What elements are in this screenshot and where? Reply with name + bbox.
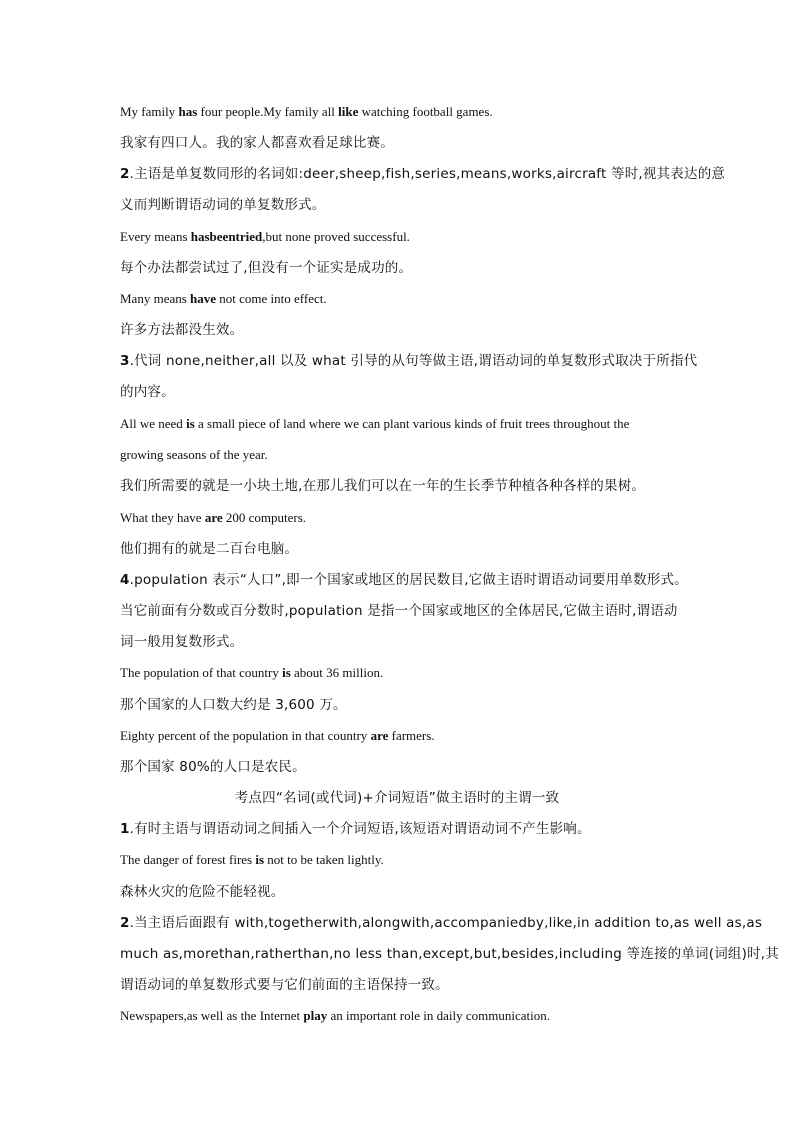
text-segment: 我们所需要的就是一小块土地,在那儿我们可以在一年的生长季节种植各种各样的果树。 bbox=[120, 478, 646, 494]
text-line bbox=[120, 103, 680, 121]
text-segment: not to be taken lightly. bbox=[264, 852, 384, 867]
text-segment: 当它前面有分数或百分数时,population 是指一个国家或地区的全体居民,它做主语时,谓语动 bbox=[120, 603, 678, 619]
bold-keyword: has bbox=[178, 104, 198, 119]
text-line bbox=[120, 477, 680, 495]
text-segment: .代词 none,neither,all 以及 what 引导的从句等做主语,谓语动词的单复数形式取决于所指代 bbox=[129, 353, 698, 369]
bold-keyword: 2 bbox=[120, 166, 130, 182]
text-line bbox=[120, 883, 680, 901]
bold-keyword: 3 bbox=[120, 353, 130, 369]
text-segment: The danger of forest fires bbox=[120, 852, 256, 867]
text-line bbox=[120, 664, 680, 682]
bold-keyword: 1 bbox=[120, 821, 130, 837]
text-segment: not come into effect. bbox=[216, 291, 327, 306]
text-segment: Many means bbox=[120, 291, 191, 306]
text-line bbox=[120, 820, 680, 838]
text-line bbox=[120, 633, 680, 651]
text-line bbox=[120, 602, 680, 620]
text-segment: Newspapers,as well as the Internet bbox=[120, 1008, 304, 1023]
text-line bbox=[120, 228, 680, 246]
text-segment: four people.My family all bbox=[197, 104, 339, 119]
text-segment: 每个办法都尝试过了,但没有一个证实是成功的。 bbox=[120, 260, 413, 276]
text-line bbox=[120, 321, 680, 339]
text-line bbox=[120, 352, 698, 370]
text-segment: .主语是单复数同形的名词如:deer,sheep,fish,series,means,works,aircraft 等时,视其表达的意 bbox=[129, 166, 726, 182]
text-segment: watching football games. bbox=[358, 104, 493, 119]
text-segment: a small piece of land where we can plant various kinds of fruit trees throughout the bbox=[194, 416, 630, 431]
text-line bbox=[120, 134, 680, 152]
text-segment: much as,morethan,ratherthan,no less than,except,but,besides,including 等连接的单词(词组)时,其 bbox=[120, 946, 779, 962]
bold-keyword: is bbox=[186, 416, 195, 431]
text-segment: 许多方法都没生效。 bbox=[120, 322, 244, 338]
text-line bbox=[120, 165, 726, 183]
text-segment: 他们拥有的就是二百台电脑。 bbox=[120, 541, 299, 557]
text-segment: Every means bbox=[120, 229, 191, 244]
text-line bbox=[120, 509, 680, 527]
text-segment: about 36 million. bbox=[290, 665, 384, 680]
text-line bbox=[120, 571, 688, 589]
bold-keyword: are bbox=[370, 728, 389, 743]
bold-keyword: is bbox=[255, 852, 265, 867]
text-segment: 那个国家 80%的人口是农民。 bbox=[120, 759, 306, 775]
text-line bbox=[120, 976, 680, 994]
text-segment: 200 computers. bbox=[222, 510, 307, 525]
text-line bbox=[120, 446, 680, 464]
text-segment: .当主语后面跟有 with,togetherwith,alongwith,accompaniedby,like,in addition to,as well as,as bbox=[129, 915, 763, 931]
text-segment: My family bbox=[120, 104, 179, 119]
text-segment: farmers. bbox=[388, 728, 435, 743]
text-segment: 那个国家的人口数大约是 3,600 万。 bbox=[120, 697, 347, 713]
text-segment: 考点四“名词(或代词)+介词短语”做主语时的主谓一致 bbox=[234, 790, 560, 806]
text-line bbox=[120, 851, 680, 869]
text-segment: 词一般用复数形式。 bbox=[120, 634, 244, 650]
text-segment: .population 表示“人口”,即一个国家或地区的居民数目,它做主语时谓语动词要用单数形式。 bbox=[129, 572, 688, 588]
bold-keyword: 4 bbox=[120, 572, 130, 588]
bold-keyword: is bbox=[282, 665, 291, 680]
text-line bbox=[120, 540, 680, 558]
text-line bbox=[120, 758, 680, 776]
bold-keyword: hasbeentried bbox=[190, 229, 263, 244]
bold-keyword: play bbox=[303, 1008, 328, 1023]
text-line bbox=[120, 945, 779, 963]
text-line bbox=[120, 696, 680, 714]
text-line bbox=[120, 1007, 680, 1025]
text-line bbox=[120, 415, 680, 433]
section-heading bbox=[0, 789, 794, 807]
text-segment: Eighty percent of the population in that country bbox=[120, 728, 371, 743]
text-segment: All we need bbox=[120, 416, 187, 431]
text-line bbox=[120, 914, 763, 932]
text-line bbox=[120, 727, 680, 745]
text-line bbox=[120, 259, 680, 277]
text-segment: 森林火灾的危险不能轻视。 bbox=[120, 884, 285, 900]
text-line bbox=[120, 383, 680, 401]
text-segment: an important role in daily communication. bbox=[327, 1008, 550, 1023]
text-line bbox=[120, 290, 680, 308]
text-segment: 谓语动词的单复数形式要与它们前面的主语保持一致。 bbox=[120, 977, 449, 993]
bold-keyword: are bbox=[204, 510, 223, 525]
bold-keyword: 2 bbox=[120, 915, 130, 931]
text-segment: .有时主语与谓语动词之间插入一个介词短语,该短语对谓语动词不产生影响。 bbox=[129, 821, 591, 837]
bold-keyword: like bbox=[338, 104, 359, 119]
text-segment: 我家有四口人。我的家人都喜欢看足球比赛。 bbox=[120, 135, 394, 151]
text-segment: What they have bbox=[120, 510, 205, 525]
text-segment: 的内容。 bbox=[120, 384, 175, 400]
text-segment: growing seasons of the year. bbox=[120, 447, 268, 462]
text-line bbox=[120, 196, 680, 214]
text-segment: ,but none proved successful. bbox=[262, 229, 410, 244]
bold-keyword: have bbox=[190, 291, 217, 306]
text-segment: 义而判断谓语动词的单复数形式。 bbox=[120, 197, 326, 213]
text-segment: The population of that country bbox=[120, 665, 283, 680]
